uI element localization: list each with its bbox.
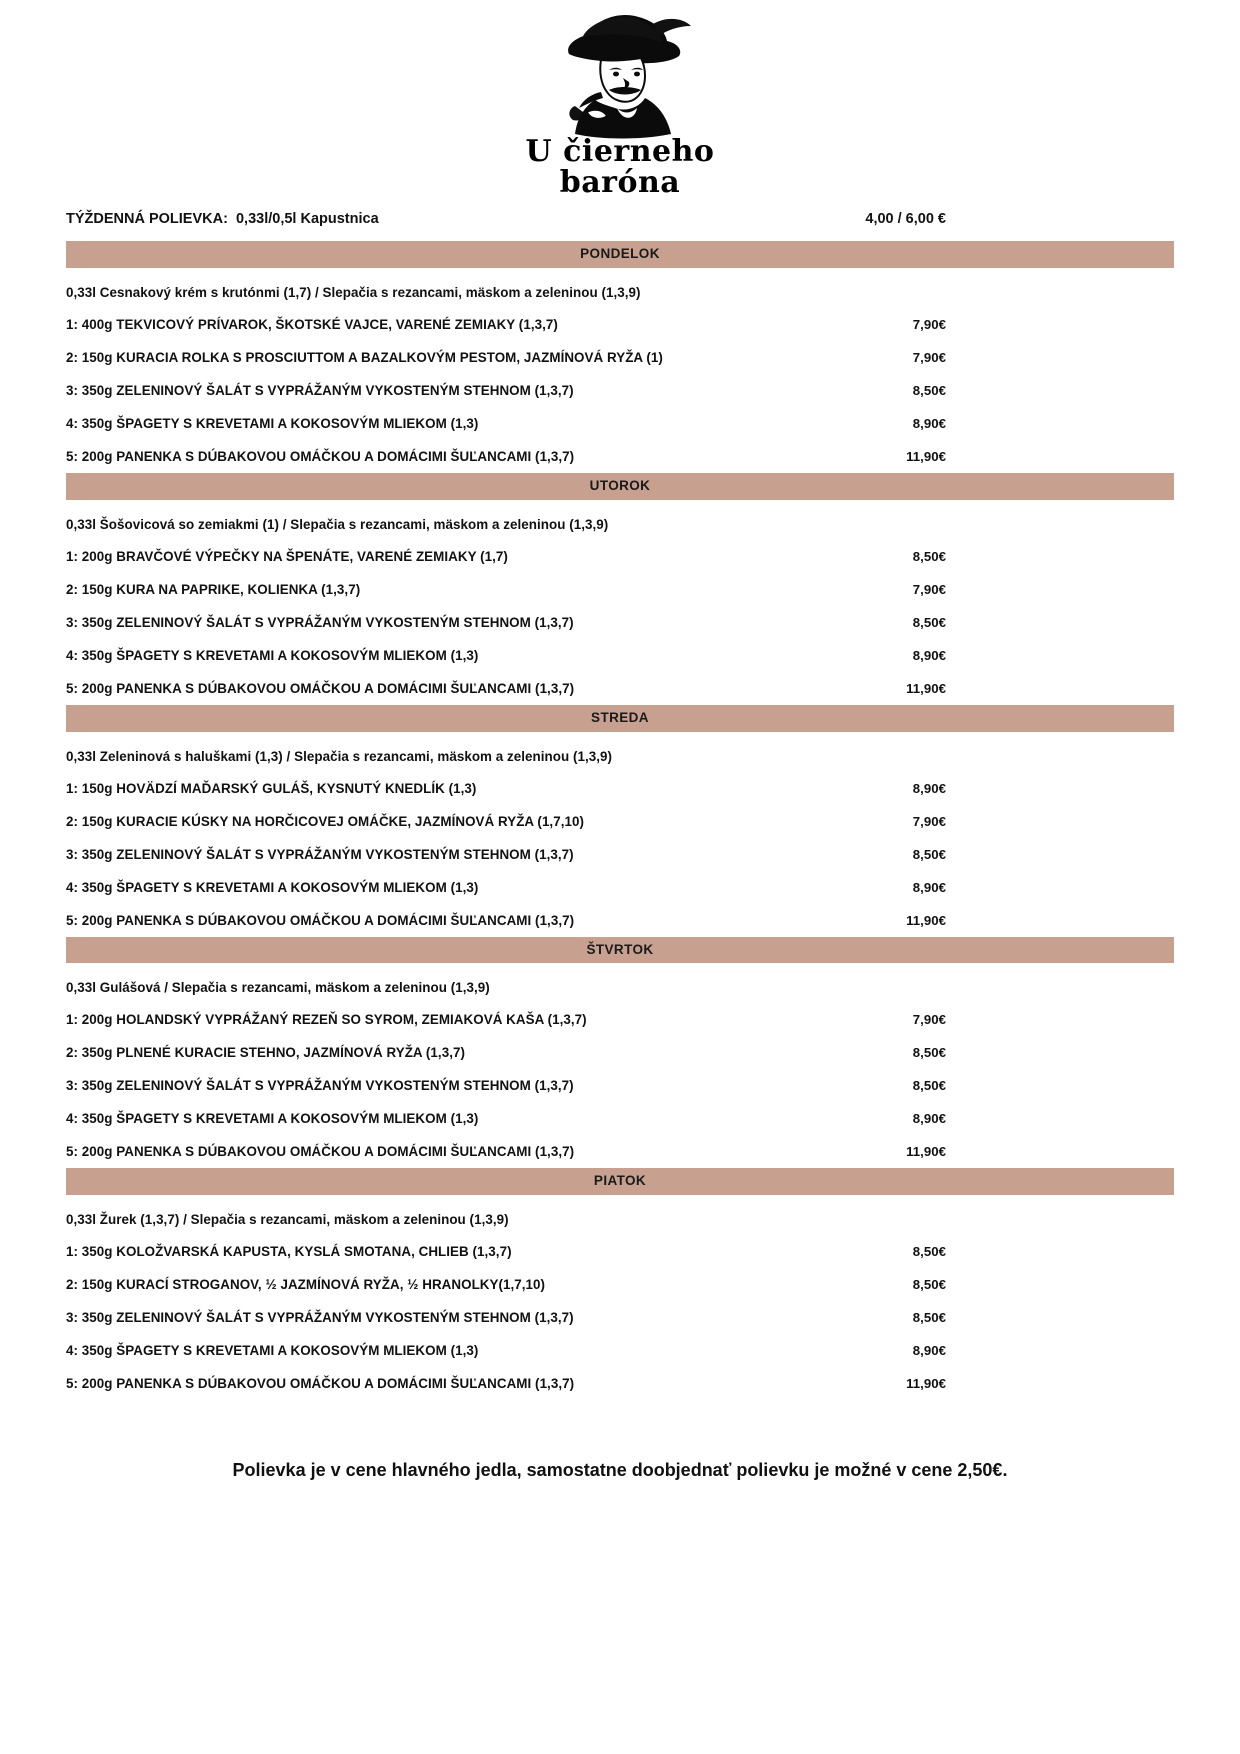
meal-name: 5: 200g PANENKA S DÚBAKOVOU OMÁČKOU A DOMÁCIMI ŠUĽANCAMI (1,3,7) — [66, 1376, 575, 1392]
meal-name: 4: 350g ŠPAGETY S KREVETAMI A KOKOSOVÝM MLIEKOM (1,3) — [66, 1343, 479, 1359]
menu-content — [66, 205, 1174, 1481]
meal-row — [66, 838, 1174, 871]
meal-row — [66, 1003, 1174, 1036]
day-soup-piatok: 0,33l Žurek (1,3,7) / Slepačia s rezancami, mäskom a zeleninou (1,3,9) — [66, 1212, 509, 1228]
meal-name: 1: 350g KOLOŽVARSKÁ KAPUSTA, KYSLÁ SMOTANA, CHLIEB (1,3,7) — [66, 1244, 512, 1260]
meal-name: 4: 350g ŠPAGETY S KREVETAMI A KOKOSOVÝM MLIEKOM (1,3) — [66, 647, 479, 663]
meal-price: 11,90€ — [906, 680, 946, 696]
meal-name: 3: 350g ZELENINOVÝ ŠALÁT S VYPRÁŽANÝM VYKOSTENÝM STEHNOM (1,3,7) — [66, 614, 574, 630]
meal-name: 2: 350g PLNENÉ KURACIE STEHNO, JAZMÍNOVÁ RYŽA (1,3,7) — [66, 1045, 465, 1061]
meal-name: 5: 200g PANENKA S DÚBAKOVOU OMÁČKOU A DOMÁCIMI ŠUĽANCAMI (1,3,7) — [66, 448, 575, 464]
meal-name: 1: 400g TEKVICOVÝ PRÍVAROK, ŠKOTSKÉ VAJCE, VARENÉ ZEMIAKY (1,3,7) — [66, 316, 558, 332]
meal-row — [66, 1235, 1174, 1268]
meal-row — [66, 1102, 1174, 1135]
day-soup-pondelok: 0,33l Cesnakový krém s krutónmi (1,7) / Slepačia s rezancami, mäskom a zeleninou (1,3,9) — [66, 284, 641, 300]
meal-row — [66, 772, 1174, 805]
meal-row — [66, 540, 1174, 573]
day-body-piatok — [66, 1195, 1174, 1400]
meal-row — [66, 1036, 1174, 1069]
meal-name: 2: 150g KURACÍ STROGANOV, ½ JAZMÍNOVÁ RYŽA, ½ HRANOLKY(1,7,10) — [66, 1277, 546, 1293]
meal-price: 8,50€ — [912, 382, 946, 398]
meal-name: 5: 200g PANENKA S DÚBAKOVOU OMÁČKOU A DOMÁCIMI ŠUĽANCAMI (1,3,7) — [66, 912, 575, 928]
meal-row — [66, 374, 1174, 407]
meal-name: 3: 350g ZELENINOVÝ ŠALÁT S VYPRÁŽANÝM VYKOSTENÝM STEHNOM (1,3,7) — [66, 846, 574, 862]
meal-row — [66, 871, 1174, 904]
meal-row — [66, 639, 1174, 672]
weekly-soup-value: 0,33l/0,5l Kapustnica — [235, 211, 379, 227]
day-header-stvrtok: ŠTVRTOK — [66, 937, 1174, 964]
meal-name: 4: 350g ŠPAGETY S KREVETAMI A KOKOSOVÝM MLIEKOM (1,3) — [66, 879, 479, 895]
meal-price: 8,90€ — [912, 1111, 946, 1127]
day-soup-stvrtok: 0,33l Gulášová / Slepačia s rezancami, mäskom a zeleninou (1,3,9) — [66, 980, 490, 996]
restaurant-name-line1: U čierneho — [525, 134, 715, 169]
meal-price: 8,90€ — [912, 415, 946, 431]
weekly-soup-label: TÝŽDENNÁ POLIEVKA: — [66, 211, 228, 227]
meal-price: 11,90€ — [906, 1144, 946, 1160]
meal-name: 5: 200g PANENKA S DÚBAKOVOU OMÁČKOU A DOMÁCIMI ŠUĽANCAMI (1,3,7) — [66, 680, 575, 696]
meal-price: 8,50€ — [912, 1045, 946, 1061]
meal-price: 7,90€ — [912, 349, 946, 365]
day-body-stvrtok — [66, 963, 1174, 1168]
meal-price: 8,90€ — [912, 1343, 946, 1359]
day-header-utorok: UTOROK — [66, 473, 1174, 500]
meal-name: 4: 350g ŠPAGETY S KREVETAMI A KOKOSOVÝM MLIEKOM (1,3) — [66, 1111, 479, 1127]
day-soup-streda: 0,33l Zeleninová s haluškami (1,3) / Slepačia s rezancami, mäskom a zeleninou (1,3,9) — [66, 748, 613, 764]
meal-price: 8,50€ — [912, 1244, 946, 1260]
meal-name: 2: 150g KURACIA ROLKA S PROSCIUTTOM A BAZALKOVÝM PESTOM, JAZMÍNOVÁ RYŽA (1) — [66, 349, 663, 365]
meal-row — [66, 805, 1174, 838]
weekly-soup-text — [66, 211, 379, 227]
meal-price: 8,90€ — [912, 647, 946, 663]
meal-price: 8,50€ — [912, 1277, 946, 1293]
restaurant-name — [525, 134, 715, 200]
meal-price: 11,90€ — [906, 912, 946, 928]
meal-name: 3: 350g ZELENINOVÝ ŠALÁT S VYPRÁŽANÝM VYKOSTENÝM STEHNOM (1,3,7) — [66, 1078, 574, 1094]
day-section-pondelok — [66, 241, 1174, 473]
day-soup-utorok: 0,33l Šošovicová so zemiakmi (1) / Slepačia s rezancami, mäskom a zeleninou (1,3,9) — [66, 516, 609, 532]
meal-row — [66, 440, 1174, 473]
meal-price: 8,90€ — [912, 879, 946, 895]
meal-row — [66, 1268, 1174, 1301]
meal-price: 7,90€ — [912, 316, 946, 332]
meal-price: 8,50€ — [912, 614, 946, 630]
meal-price: 11,90€ — [906, 1376, 946, 1392]
meal-row — [66, 606, 1174, 639]
meal-row — [66, 1301, 1174, 1334]
baron-portrait-logo-icon — [525, 8, 715, 143]
day-section-utorok — [66, 473, 1174, 705]
meal-name: 2: 150g KURACIE KÚSKY NA HORČICOVEJ OMÁČKE, JAZMÍNOVÁ RYŽA (1,7,10) — [66, 813, 584, 829]
day-section-piatok — [66, 1168, 1174, 1400]
meal-name: 2: 150g KURA NA PAPRIKE, KOLIENKA (1,3,7) — [66, 581, 361, 597]
weekly-soup-row — [66, 205, 1174, 241]
meal-row — [66, 904, 1174, 937]
meal-row — [66, 1334, 1174, 1367]
meal-row — [66, 672, 1174, 705]
meal-name: 1: 200g BRAVČOVÉ VÝPEČKY NA ŠPENÁTE, VARENÉ ZEMIAKY (1,7) — [66, 548, 508, 564]
day-body-utorok — [66, 500, 1174, 705]
meal-price: 8,90€ — [912, 780, 946, 796]
meal-price: 7,90€ — [912, 1012, 946, 1028]
meal-row — [66, 341, 1174, 374]
footer-note: Polievka je v cene hlavného jedla, samostatne doobjednať polievku je možné v cene 2,50€. — [232, 1460, 1008, 1481]
meal-row — [66, 1135, 1174, 1168]
day-body-pondelok — [66, 268, 1174, 473]
meal-price: 8,50€ — [912, 548, 946, 564]
meal-row — [66, 407, 1174, 440]
meal-name: 1: 150g HOVÄDZÍ MAĎARSKÝ GULÁŠ, KYSNUTÝ KNEDLÍK (1,3) — [66, 780, 477, 796]
restaurant-logo — [0, 0, 1240, 205]
meal-name: 5: 200g PANENKA S DÚBAKOVOU OMÁČKOU A DOMÁCIMI ŠUĽANCAMI (1,3,7) — [66, 1144, 575, 1160]
meal-name: 3: 350g ZELENINOVÝ ŠALÁT S VYPRÁŽANÝM VYKOSTENÝM STEHNOM (1,3,7) — [66, 382, 574, 398]
meal-price: 8,50€ — [912, 1310, 946, 1326]
meal-row — [66, 308, 1174, 341]
day-section-stvrtok — [66, 937, 1174, 1169]
day-header-piatok: PIATOK — [66, 1168, 1174, 1195]
meal-name: 1: 200g HOLANDSKÝ VYPRÁŽANÝ REZEŇ SO SYROM, ZEMIAKOVÁ KAŠA (1,3,7) — [66, 1012, 587, 1028]
meal-price: 8,50€ — [912, 846, 946, 862]
meal-row — [66, 1367, 1174, 1400]
day-body-streda — [66, 732, 1174, 937]
day-section-streda — [66, 705, 1174, 937]
meal-price: 11,90€ — [906, 448, 946, 464]
restaurant-name-line2: baróna — [559, 165, 681, 200]
meal-price: 7,90€ — [912, 581, 946, 597]
meal-name: 4: 350g ŠPAGETY S KREVETAMI A KOKOSOVÝM MLIEKOM (1,3) — [66, 415, 479, 431]
meal-price: 7,90€ — [912, 813, 946, 829]
meal-name: 3: 350g ZELENINOVÝ ŠALÁT S VYPRÁŽANÝM VYKOSTENÝM STEHNOM (1,3,7) — [66, 1310, 574, 1326]
day-header-pondelok: PONDELOK — [66, 241, 1174, 268]
meal-price: 8,50€ — [912, 1078, 946, 1094]
weekly-soup-price: 4,00 / 6,00 € — [865, 211, 946, 227]
meal-row — [66, 573, 1174, 606]
day-header-streda: STREDA — [66, 705, 1174, 732]
meal-row — [66, 1069, 1174, 1102]
